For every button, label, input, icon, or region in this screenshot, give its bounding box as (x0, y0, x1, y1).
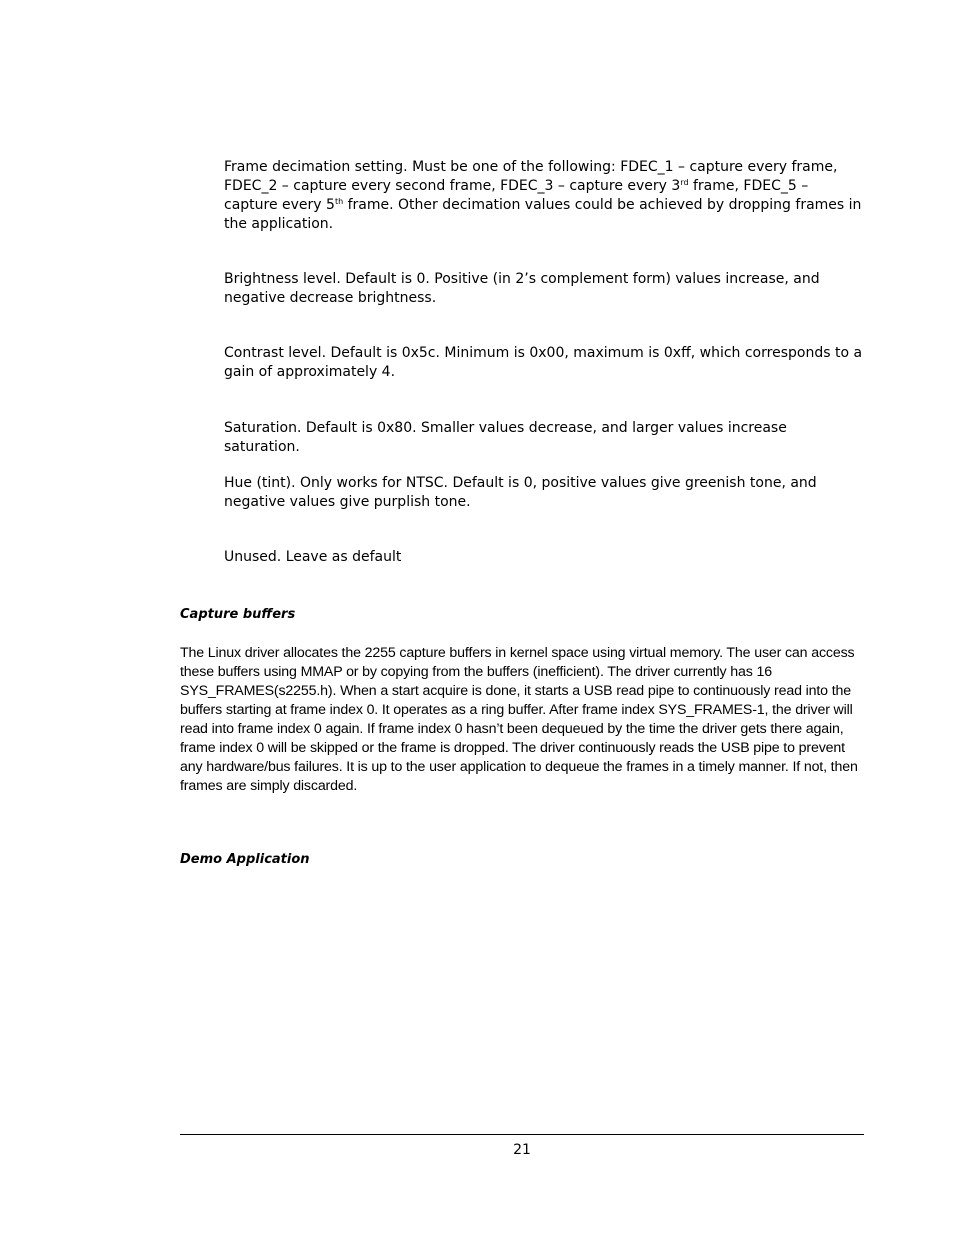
decimation-text-part-2: frame, FDEC_5 – capture every 5 (224, 178, 809, 213)
capture-buffers-paragraph: The Linux driver allocates the 2255 capture buffers in kernel space using virtual memory. The user can access these buffers using MMAP or by copying from the buffers (inefficient). The driver currently has 16 SYS_FRAMES(s2255.h). When a start acquire is done, it starts a USB read pipe to continuously read into the buffers starting at frame index 0. It operates as a ring buffer. After frame index SYS_FRAMES-1, the driver will read into frame index 0 again. If frame index 0 hasn’t been dequeued by the time the driver gets there again, frame index 0 will be skipped or the frame is dropped. The driver continuously reads the USB pipe to prevent any hardware/bus failures. It is up to the user application to dequeue the frames in a timely manner. If not, then frames are simply discarded. (180, 645, 858, 794)
demo-application-heading: Demo Application (180, 852, 310, 867)
contrast-description: Contrast level. Default is 0x5c. Minimum is 0x00, maximum is 0xff, which corresponds to a gain of approximately 4. (224, 345, 863, 380)
saturation-description: Saturation. Default is 0x80. Smaller values decrease, and larger values increase saturation. (224, 420, 787, 455)
footer-divider (180, 1134, 864, 1135)
page-number: 21 (513, 1142, 531, 1158)
frame-decimation-description (224, 158, 864, 234)
capture-buffers-heading: Capture buffers (180, 607, 296, 622)
brightness-description: Brightness level. Default is 0. Positive (in 2’s complement form) values increase, and negative decrease brightness. (224, 271, 820, 306)
hue-description: Hue (tint). Only works for NTSC. Default is 0, positive values give greenish tone, and negative values give purplish tone. (224, 475, 817, 510)
unused-description: Unused. Leave as default (224, 549, 402, 565)
ordinal-superscript-rd: rd (680, 178, 689, 187)
decimation-text-part-3: frame. Other decimation values could be achieved by dropping frames in the application. (224, 197, 862, 232)
decimation-text-part-1: Frame decimation setting. Must be one of the following: FDEC_1 – capture every frame, FDEC_2 – capture every second frame, FDEC_3 – capture every 3 (224, 159, 838, 194)
ordinal-superscript-th: th (334, 197, 344, 206)
